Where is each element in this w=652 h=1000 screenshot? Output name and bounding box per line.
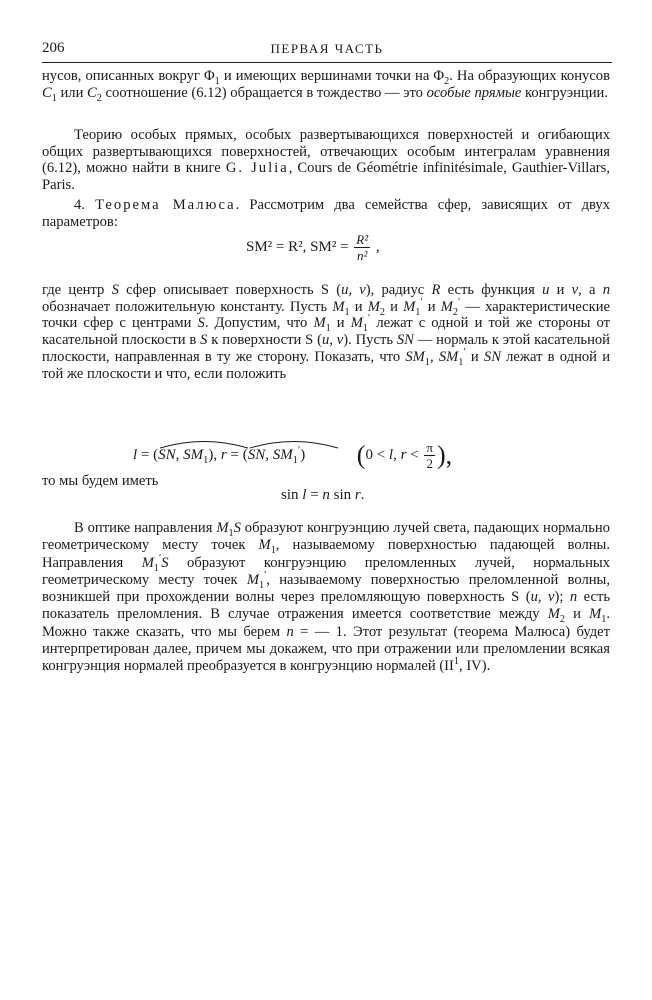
page-number: 206 xyxy=(42,40,65,56)
paragraph-2: Теорию особых прямых, особых развертывающихся поверхностей и огибающих общих развертывающихся поверхностей, отвечающих особым интегралам уравнения (6.12), можно найти в книге G. Julia, Cours de Géométrie infinitésimale, Gauthier-Villars, Paris. xyxy=(42,127,610,194)
paragraph-6: В оптике направления $M_1S$ образуют конгруэнцию лучей света, падающих нормально геометрическому месту точек $M_1$, называемому поверхностью падающей волны. Направления $M_1'S$ образуют конгруэнцию преломленных лучей, нормальных геометрическому месту точек $M_1'$, называемому поверхностью преломленной волны, возникшей при прохождении волны через преломляющую поверхность S (u, v); n есть показатель преломления. В случае отражения имеется соответствие между $M_2$ и $M_1$. Можно также сказать, что мы берем n = — 1. Этот результат (теорема Малюса) будет интерпретирован далее, причем мы докажем, что при отражении или преломлении всякая конгруэнция нормалей преобразуется в конгруэнцию нормалей ($II^1$, IV). xyxy=(42,520,610,675)
equation-2: l = ( SN, $SM_1$), r = ( SN, $SM_1'$) (0 < l, r < $\frac{\pi}{2}$ ), xyxy=(133,440,453,471)
header-rule xyxy=(42,62,612,63)
angle-arc-1 xyxy=(158,439,250,449)
equation-3: sin l = n sin r. xyxy=(281,487,365,503)
angle-arc-2 xyxy=(248,439,340,449)
paragraph-4: где центр S сфер описывает поверхность S (u, v), радиус R есть функция u и v, а n обозначает положительную константу. Пусть $M_1$ и $M_2$ и $M_1'$ и $M_2'$ — характеристические точки сфер с центрами S. Допустим, что $M_1$ и $M_1'$ лежат с одной и той же стороны от касательной плоскости в S к поверхности S (u, v). Пусть SN — нормаль к этой касательной плоскости, направленная в ту же сторону. Показать, что $SM_1$, $SM_1'$ и SN лежат в одной и той же плоскости и что, если положить xyxy=(42,282,611,382)
paragraph-5: то мы будем иметь xyxy=(42,473,159,489)
theorem-title: Теорема Малюса xyxy=(95,197,236,213)
equation-1: SM² = R², SM² = $\frac{\text{R²}}{\text{n²}}$ , xyxy=(246,232,380,263)
running-title: ПЕРВАЯ ЧАСТЬ xyxy=(270,41,384,56)
page-header xyxy=(42,40,612,62)
paragraph-1: нусов, описанных вокруг $\Phi_1$ и имеющих вершинами точки на $\Phi_2$. На образующих конусов $C_1$ или $C_2$ соотношение (6.12) обращается в тождество — это особые прямые конгруэнции. xyxy=(42,68,610,104)
author-name: G. Julia xyxy=(225,160,289,177)
term-special-lines: особые прямые xyxy=(426,84,522,101)
paragraph-3: 4. Теорема Малюса. Рассмотрим два семейства сфер, зависящих от двух параметров: xyxy=(42,197,610,230)
